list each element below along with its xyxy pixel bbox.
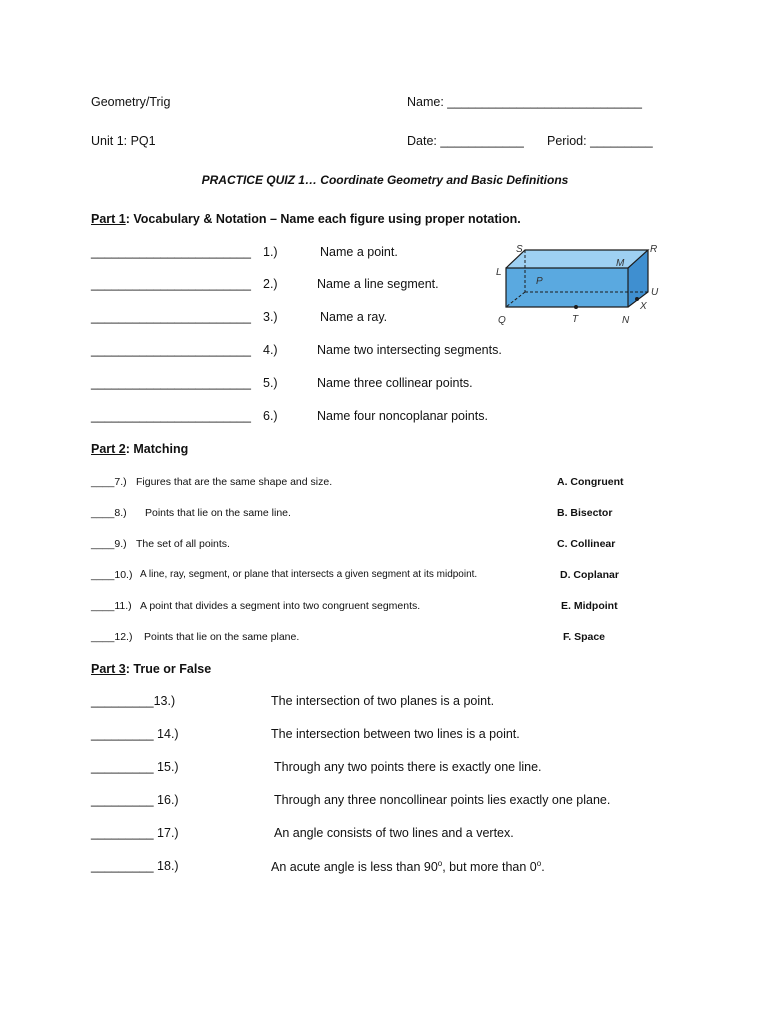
date-field[interactable]: Date: ____________ (407, 134, 524, 148)
period-field[interactable]: Period: _________ (547, 134, 653, 148)
choice-d: D. Coplanar (560, 569, 619, 581)
answer-blank[interactable]: _______________________ (91, 409, 251, 423)
part1-label: Part 1 (91, 212, 126, 226)
question-number: 1.) (263, 245, 278, 259)
question-text: Figures that are the same shape and size. (136, 476, 333, 488)
answer-blank[interactable]: _______________________ (91, 376, 251, 390)
answer-blank[interactable]: ____8.) (91, 507, 127, 519)
label-n: N (622, 315, 630, 326)
answer-blank[interactable]: _______________________ (91, 245, 251, 259)
answer-blank[interactable]: _________ 17.) (91, 826, 179, 840)
question-text (271, 859, 545, 874)
question-number: 3.) (263, 310, 278, 324)
part3-heading-text: : True or False (125, 662, 212, 676)
question-text: Name three collinear points. (317, 376, 473, 390)
degree-symbol: o (536, 859, 542, 868)
question-text: The intersection of two planes is a point. (271, 694, 495, 708)
part2-heading-text: : Matching (125, 442, 189, 456)
answer-blank[interactable]: ____7.) (91, 476, 127, 488)
question-text: Through any two points there is exactly one line. (274, 760, 542, 774)
label-t: T (572, 314, 579, 325)
answer-blank[interactable]: _________ 16.) (91, 793, 179, 807)
text-part: . (541, 860, 545, 875)
part2-heading (91, 442, 188, 456)
choice-c: C. Collinear (557, 538, 616, 550)
student-name-field[interactable]: Name: ____________________________ (407, 95, 642, 109)
question-text: A line, ray, segment, or plane that intersects a given segment at its midpoint. (140, 569, 478, 580)
question-text: Name a line segment. (317, 277, 439, 291)
question-text: An angle consists of two lines and a vertex. (274, 826, 514, 840)
answer-blank[interactable]: ____12.) (91, 631, 133, 643)
question-text: The intersection between two lines is a point. (271, 727, 520, 741)
part3-label: Part 3 (91, 662, 126, 676)
unit-label: Unit 1: PQ1 (91, 134, 156, 148)
choice-b: B. Bisector (557, 507, 613, 519)
question-text: Name four noncoplanar points. (317, 409, 488, 423)
rectangular-prism-figure (492, 240, 662, 328)
text-part: An acute angle is less than 90 (271, 860, 438, 875)
question-number: 2.) (263, 277, 278, 291)
part3-heading (91, 662, 211, 676)
answer-blank[interactable]: _______________________ (91, 277, 251, 291)
label-s: S (516, 244, 523, 255)
label-q: Q (498, 315, 506, 326)
label-m: M (616, 258, 625, 269)
point-x-dot (635, 297, 639, 301)
quiz-title: PRACTICE QUIZ 1… Coordinate Geometry and Basic Definitions (201, 173, 569, 187)
label-l: L (496, 267, 502, 278)
prism-front-face (506, 268, 628, 307)
degree-symbol: o (437, 859, 443, 868)
question-number: 6.) (263, 409, 278, 423)
choice-f: F. Space (563, 631, 606, 643)
answer-blank[interactable]: _________ 15.) (91, 760, 179, 774)
choice-a: A. Congruent (557, 476, 624, 488)
question-text: Points that lie on the same plane. (144, 631, 300, 643)
question-text: The set of all points. (136, 538, 230, 550)
answer-blank[interactable]: _______________________ (91, 343, 251, 357)
question-text: Points that lie on the same line. (145, 507, 291, 519)
point-t-dot (574, 305, 578, 309)
answer-blank[interactable]: ____11.) (91, 600, 132, 612)
label-x: X (640, 301, 647, 312)
part1-heading (91, 212, 521, 226)
question-text: Name two intersecting segments. (317, 343, 502, 357)
label-u: U (651, 287, 659, 298)
answer-blank[interactable]: _________ 18.) (91, 859, 179, 873)
answer-blank[interactable]: ____10.) (91, 569, 133, 581)
question-number: 4.) (263, 343, 278, 357)
question-number: 5.) (263, 376, 278, 390)
course-name: Geometry/Trig (91, 95, 171, 109)
answer-blank[interactable]: ____9.) (91, 538, 127, 550)
answer-blank[interactable]: _______________________ (91, 310, 251, 324)
question-text: Through any three noncollinear points lies exactly one plane. (274, 793, 611, 807)
question-text: A point that divides a segment into two congruent segments. (140, 600, 421, 612)
label-p: P (536, 276, 543, 287)
text-part: , but more than 0 (442, 860, 537, 875)
part2-label: Part 2 (91, 442, 126, 456)
part1-heading-text: : Vocabulary & Notation – Name each figure using proper notation. (125, 212, 521, 226)
label-r: R (650, 244, 658, 255)
choice-e: E. Midpoint (561, 600, 618, 612)
answer-blank[interactable]: _________ 14.) (91, 727, 179, 741)
prism-top-face (506, 250, 648, 268)
question-text: Name a point. (320, 245, 398, 259)
answer-blank[interactable]: _________13.) (91, 694, 176, 708)
question-text: Name a ray. (320, 310, 388, 324)
